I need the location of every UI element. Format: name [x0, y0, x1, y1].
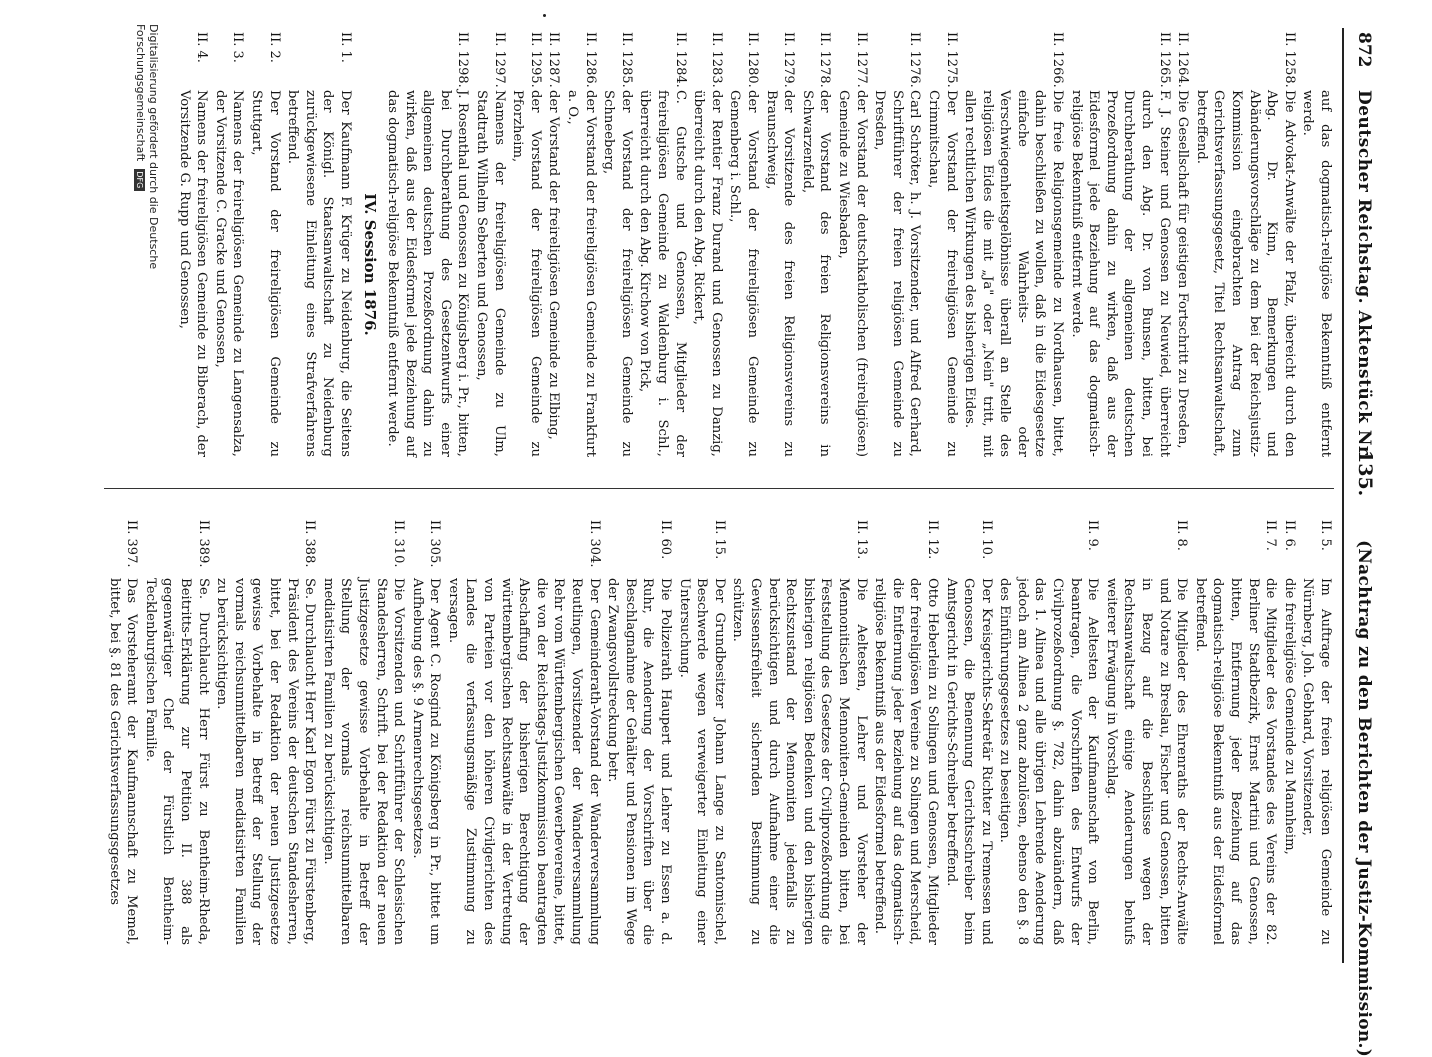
column-divider — [104, 488, 1334, 489]
petition-reference: II. 1275. — [943, 32, 959, 88]
petition-entry — [545, 32, 563, 457]
petition-reference: II. 397. — [124, 520, 140, 568]
petition-entry — [924, 32, 959, 457]
petition-text: Otto Heberlein zu Solingen und Genossen, Mitglieder der freireligiösen Vereine zu Solingen und Merscheid, die Entfernung jeder Beziehung auf das dogmatisch-religiöse Bekenntniß aus der Eidesformel betreffend. — [872, 578, 940, 945]
petition-entry — [444, 520, 602, 945]
petition-reference: II. 8. — [1174, 520, 1190, 551]
petition-entry — [675, 520, 728, 945]
header-rule — [1342, 28, 1344, 963]
petition-text: Der Agent C. Rosgind zu Königsberg in Pr., bittet um Aufhebung des §. 9 Armenrechtsgesetzes. — [409, 578, 443, 945]
petition-text: Der Gemeinderath-Vorstand der Wanderversammlung Reutlingen, Vorsitzender der Wanderversammlung Rehr vom Württembergischen Gewerbevereine, bittet, die von der Reichstags-Justizkommission beantragten Abschaffung der bisherigen Berechtigung der württembergischen Rechtsanwälte in der Vertretung von Parteien vor den höheren Civilgerichten des Landes die verfassungsmäßige Zustimmung zu versagen. — [445, 578, 602, 945]
petition-reference: II. 389. — [195, 520, 211, 568]
petition-reference: II. 1279. — [781, 32, 797, 88]
petition-text: der Vorstand der deutschkatholischen (freireligiösen) Gemeinde zu Wiesbaden, — [835, 90, 869, 457]
petition-text: Die Advokat-Anwälte der Pfalz, übereicht durch den Abg. Dr. Kinn, Bemerkungen und Abänderungsvorschläge zu dem bei der Reichsjustiz-Kommission eingebrachten Antrag zum Gerichtsverfassungsgesetz, Titel Rechtsanwaltschaft, betreffend. — [1193, 90, 1297, 457]
petition-entry — [1174, 32, 1192, 457]
petition-text: die Mitglieder des Vorstandes des Vereins der 82. Berliner Stadtbezirk, Ernst Martini und Genossen, bitten, Entfernung jeder Beziehung auf das dogmatisch-religiöse Bekenntniß aus der Eidesformel betreffend. — [1192, 578, 1279, 945]
petition-reference: II. 5. — [1318, 520, 1333, 551]
petition-reference: II. 7. — [1263, 520, 1279, 551]
petition-entry — [871, 520, 941, 945]
petition-entry — [1102, 520, 1190, 945]
petition-reference: II. 1278. — [817, 32, 833, 88]
rotated-document-page — [90, 20, 1390, 1057]
petition-text: Die freie Religionsgemeinde zu Nordhausen, bittet, dahin beschließen zu wollen, daß in die Eidesgesetze einfache Wahrheits- oder Verschwiegenheitsgelöbnisse überall an Stelle des religiösen Eides die mit „Ja" oder „Nein" tritt, mit allen rechtlichen Wirkungen des bisherigen Eides. — [962, 90, 1066, 457]
petition-reference: II. 1283. — [708, 32, 724, 88]
petition-reference: II. 388. — [302, 520, 318, 568]
petition-entry — [729, 520, 870, 945]
petition-entry — [319, 520, 407, 945]
petition-reference: II. 1285. — [618, 32, 634, 88]
petition-reference: II. 1280. — [745, 32, 760, 88]
petition-reference: II. 4. — [194, 32, 210, 63]
petition-text: Der Vorstand der freireligiösen Gemeinde zu Stuttgart, — [248, 90, 282, 457]
header-title-left: Deutscher Reichstag. Aktenstück Nr. — [1354, 90, 1374, 461]
petition-reference: II. 6. — [1281, 520, 1297, 551]
digitization-credit — [134, 24, 160, 384]
petition-entry — [834, 32, 869, 457]
petition-reference: II. 10. — [978, 520, 994, 560]
petition-text: der Vorstand der freireligiösen Gemeinde zu Gemenberg i. Schl., — [727, 90, 760, 457]
petition-text: Die Aeltesten der Kaufmannschaft von Berlin, beantragen, die Vorschriften des Entwurfs der Civilprozeßordnung §. 782, dahin abzuändern, daß das 1. Alinea und alle übrigen Lehrende Aenderung jedoch am Alinea 2 ganz abzulösen, ebenso den §. 8 des Einführungsgesetzes zu beseitigen. — [997, 578, 1101, 945]
petition-entry — [408, 520, 443, 945]
petition-text: der Vorstand der freireligiösen Gemeinde zu Pforzheim, — [510, 90, 543, 457]
petition-reference: II. 15. — [711, 520, 727, 560]
petition-entry — [211, 32, 246, 457]
petition-text: Die Mitglieder des Ehrenraths der Rechts-Anwälte und Notare zu Breslau, Fischer und Genossen, bitten in Bezug auf die Beschlüsse wegen der Rechtsanwaltschaft einige Aenderungen behufs weiterer Erwägung in Vorschlag. — [1103, 578, 1190, 945]
left-column — [104, 32, 1334, 457]
header-title-right: (Nachtrag zu den Berichten der Justiz-Kommission.) — [1354, 540, 1374, 1057]
petition-text: Namens der freireligiösen Gemeinde zu Langensalza, der Vorsitzende C. Gracke und Genossen, — [212, 90, 246, 457]
petition-entry — [690, 32, 725, 457]
petition-text: Se. Durchlaucht Herr Karl Egon Fürst zu Fürstenberg, Präsident des Vereins der deutschen Standesherren, bittet, bei der Redaktion der neuen Justizgesetze gewisse Vorbehalte in Betreff der Stellung der vormals reichsunmittelbaren mediatisirten Familien zu berücksichtigen. — [214, 578, 318, 945]
petition-entry — [1192, 32, 1298, 457]
petition-entry — [636, 32, 689, 457]
petition-entry — [473, 32, 508, 457]
petition-entry — [798, 32, 833, 457]
petition-reference: II. 1264. — [1175, 32, 1191, 88]
petition-text: der Vorstand der freireligiösen Gemeinde zu Schneeberg, — [601, 90, 634, 457]
petition-text: auf das dogmatisch-religiöse Bekenntniß entfernt werde. — [1300, 90, 1333, 457]
petition-entry — [284, 32, 354, 457]
petition-text: C. Gutsche und Genossen, Mitglieder der freireligiösen Gemeinde zu Waldenburg i. Schl., überreicht durch den Abg. Kirchow von Pick, — [637, 90, 688, 457]
petition-text: Carl Schröter, h. J. Vorsitzender, und Alfred Gerhard, Schriftführer der freien religiösen Gemeinde zu Dresden, — [872, 90, 923, 457]
petition-text: Die Aeltesten, Lehrer und Vorsteher der Mennonitischen Mennoniten-Gemeinden bitten, bei Feststellung des Gesetzes der Civilprozeßordnung die bisherigen religiösen Bedenken und den bisherigen Rechtszustand der Mennoniten jedenfalls zu berücksichtigen und durch Aufnahme einer die Gewissensfreiheit sichernden Bestimmung zu schützen. — [730, 578, 869, 945]
petition-entry — [726, 32, 761, 457]
scan-speck — [543, 14, 546, 17]
petition-entry — [942, 520, 995, 945]
petition-entry — [1299, 520, 1334, 945]
petition-text: Das Vorsteheramt der Kaufmannschaft zu Memel, bittet, bei §. 81 des Gerichtsverfassungsgesetzes — [106, 578, 140, 945]
petition-entry — [213, 520, 319, 945]
petition-reference: II. 305. — [427, 520, 443, 568]
petition-entry — [1299, 32, 1334, 457]
petition-reference: II. 1266. — [1050, 32, 1066, 88]
petition-entry — [762, 32, 797, 457]
petition-reference: II. 9. — [1085, 520, 1101, 551]
petition-reference: II. 13. — [853, 520, 869, 560]
petition-entry — [105, 520, 140, 945]
page-number: 872 — [1354, 32, 1374, 68]
petition-text: Se. Durchlaucht Herr Fürst zu Bentheim-Rheda, Beitritts-Erklärung zur Petition II. 388 als gegenwärtiger Chef der Fürstlich Bentheim-Tecklenburgischen Familie. — [142, 578, 211, 945]
petition-text: die freireligiöse Gemeinde zu Mannheim, — [1281, 578, 1297, 855]
petition-entry — [600, 32, 635, 457]
petition-entry — [141, 520, 211, 945]
petition-entry — [1067, 32, 1173, 457]
petition-text: Namens der freireligiösen Gemeinde zu Biberach, der Vorsitzende G. Rupp und Genossen, — [176, 90, 210, 457]
petition-text: der Vorsitzende des freien Religionsvereins zu Braunschweig, — [763, 90, 797, 457]
petition-entry — [175, 32, 210, 457]
petition-reference: II. 2. — [266, 32, 282, 63]
petition-reference: II. 3. — [230, 32, 246, 63]
petition-text: der Vorstand des freien Religionsvereins in Schwarzenfeld, — [799, 90, 833, 457]
petition-text: Der Vorstand der freireligiösen Gemeinde zu Crimmitschau, — [925, 90, 959, 457]
petition-reference: II. 1276. — [907, 32, 923, 88]
dfg-logo: DFG — [135, 169, 146, 191]
petition-text: der Vorstand der freireligiösen Gemeinde zu Elbing, — [546, 90, 562, 440]
petition-text: Der Kaufmann F. Krüger zu Neidenburg, die Seitens der Königl. Staatsanwaltschaft zu Neidenburg zurückgewiesene Einleitung eines Strafverfahrens betreffend. — [285, 90, 353, 457]
petition-text: Der Kreisgerichts-Sekretär Richter zu Tremessen und Genossen, die Benennung Gerichtsschreiber beim Amtsgericht in Gerichts-Schreiber betreffend. — [943, 578, 994, 945]
petition-entry — [604, 520, 674, 945]
petition-reference: II. 1277. — [853, 32, 869, 88]
petition-text: der Vorstand der freireligiösen Gemeinde zu Frankfurt a. O., — [565, 90, 598, 457]
petition-reference: II. 1258. — [1281, 32, 1297, 88]
page-header — [1344, 20, 1382, 1057]
right-column — [104, 520, 1334, 945]
petition-reference: II. 12. — [924, 520, 940, 560]
digitization-credit-text: Digitalisierung gefördert durch die Deutsche Forschungsgemeinschaft — [134, 24, 160, 270]
petition-entry — [1280, 520, 1298, 945]
petition-reference: II. 60. — [658, 520, 674, 560]
petition-reference: II. 1298. — [455, 32, 471, 88]
petition-reference: II. 1295. — [527, 32, 543, 88]
petition-entry — [247, 32, 282, 457]
petition-reference: II. 1297. — [491, 32, 507, 88]
petition-reference: II. 1287. — [546, 32, 562, 88]
petition-reference: II. 1286. — [582, 32, 598, 88]
petition-reference: II. 1. — [337, 32, 353, 63]
petition-text: der Rentier Franz Durand und Genossen zu Danzig, überreicht durch den Abg. Rickert, — [691, 90, 724, 457]
petition-entry — [384, 32, 472, 457]
petition-entry — [996, 520, 1102, 945]
petition-text: F. J. Steiner und Genossen zu Neuwied, überreicht durch den Abg. Dr. von Bunsen, bitten, bei Durchberathung der allgemeinen deutschen Prozeßordnung dahin zu wirken, daß aus der Eidesformel jede Beziehung auf das dogmatisch-religiöse Bekenntniß entfernt werde. — [1068, 90, 1172, 457]
petition-text: Die Polizeirath Haupert und Lehrer zu Essen a. d. Ruhr, die Aenderung der Vorschriften über die Beschlagnahme der Gehälter und Pensionen im Wege der Zwangsvollstreckung betr. — [605, 578, 674, 945]
petition-text: Der Grundbesitzer Johann Lange zu Santomischel, Beschwerde wegen verweigerter Einleitung einer Untersuchung. — [676, 578, 727, 945]
petition-entry — [871, 32, 924, 457]
petition-entry — [509, 32, 544, 457]
header-document-number: 135. — [1354, 450, 1376, 497]
petition-entry — [1191, 520, 1279, 945]
petition-text: Die Vorsitzenden und Schriftführer der Schlesischen Standesherren, Schrift. bei der Redaktion der neuen Justizgesetze gewisse Vorbehalte in Betreff der Stellung der vormals reichsunmittelbaren mediatisirten Familien zu berücksichtigen. — [320, 578, 407, 945]
petition-reference: II. 304. — [586, 520, 602, 568]
petition-text: J. Rosenthal und Genossen zu Königsberg i. Pr., bitten, bei Durchberathung des Gesetzentwurfs einer allgemeinen deutschen Prozeßordnung dahin zu wirken, daß aus der Eidesformel jede Beziehung auf das dogmatisch-religiöse Bekenntniß entfernt werde. — [385, 90, 471, 457]
session-heading: IV. Session 1876. — [360, 193, 379, 336]
petition-entry — [961, 32, 1067, 457]
petition-reference: II. 1265. — [1156, 32, 1172, 88]
petition-reference: II. 1284. — [672, 32, 688, 88]
petition-text: Im Auftrage der freien religiösen Gemeinde zu Nürnberg, Joh. Gebhard, Vorsitzender, — [1300, 578, 1333, 945]
petition-reference: II. 310. — [391, 520, 407, 568]
petition-entry — [563, 32, 598, 457]
petition-text: Die Gesellschaft für geistigen Fortschritt zu Dresden, — [1175, 90, 1191, 449]
petition-text: Namens der freireligiösen Gemeinde zu Ulm, Stadtrath Wilhelm Seberten und Genossen, — [474, 90, 507, 457]
